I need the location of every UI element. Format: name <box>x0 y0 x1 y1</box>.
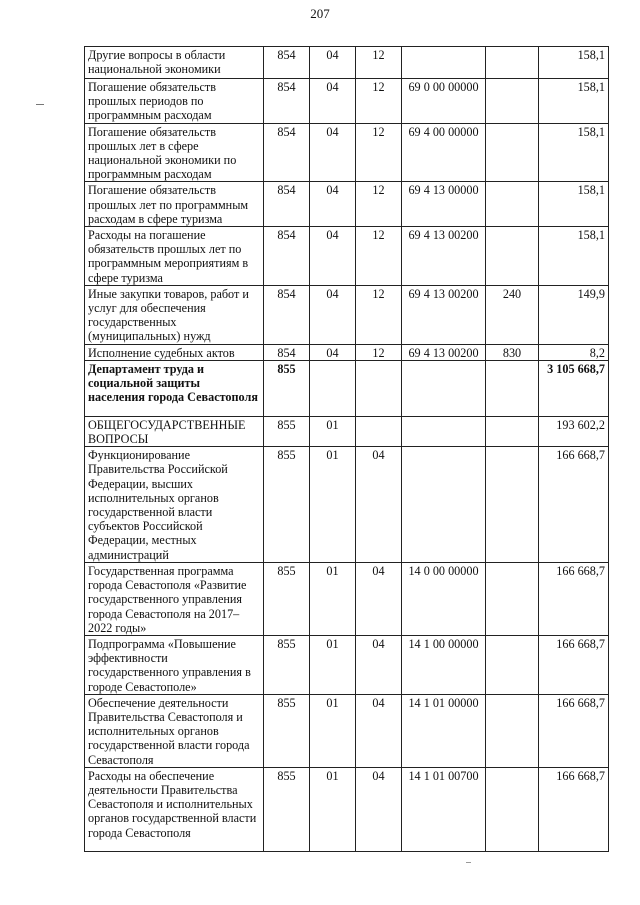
row-grbs-cell: 854 <box>264 344 310 360</box>
row-expense-type-cell <box>486 447 539 563</box>
row-subsection-cell: 12 <box>356 79 402 124</box>
row-section-cell: 01 <box>310 694 356 767</box>
row-grbs-cell: 854 <box>264 227 310 286</box>
row-subsection-cell: 04 <box>356 447 402 563</box>
row-expense-type-cell <box>486 767 539 851</box>
budget-table-body <box>85 47 609 852</box>
row-target-article-cell: 69 4 13 00000 <box>402 182 486 227</box>
row-name-cell: ОБЩЕГОСУДАРСТВЕННЫЕ ВОПРОСЫ <box>85 416 264 446</box>
row-section-cell: 01 <box>310 562 356 635</box>
row-grbs-cell: 854 <box>264 47 310 79</box>
row-expense-type-cell <box>486 360 539 416</box>
row-name-cell: Подпрограмма «Повышение эффективности государственного управления в городе Севастополе» <box>85 635 264 694</box>
row-subsection-cell: 12 <box>356 47 402 79</box>
row-amount-cell: 166 668,7 <box>539 694 609 767</box>
table-row <box>85 360 609 416</box>
row-name-cell: Обеспечение деятельности Правительства Севастополя и исполнительных органов государственной власти города Севастополя <box>85 694 264 767</box>
row-name-cell: Департамент труда и социальной защиты населения города Севастополя <box>85 360 264 416</box>
row-expense-type-cell <box>486 79 539 124</box>
row-target-article-cell: 14 0 00 00000 <box>402 562 486 635</box>
row-target-article-cell: 69 4 13 00200 <box>402 344 486 360</box>
table-row <box>85 694 609 767</box>
scan-artifact-mark <box>466 862 471 863</box>
table-row <box>85 635 609 694</box>
row-grbs-cell: 855 <box>264 562 310 635</box>
row-target-article-cell <box>402 416 486 446</box>
row-section-cell <box>310 360 356 416</box>
row-amount-cell: 3 105 668,7 <box>539 360 609 416</box>
row-section-cell: 04 <box>310 123 356 182</box>
row-subsection-cell: 12 <box>356 227 402 286</box>
table-row <box>85 416 609 446</box>
row-grbs-cell: 855 <box>264 447 310 563</box>
row-section-cell: 04 <box>310 285 356 344</box>
row-target-article-cell <box>402 447 486 563</box>
row-target-article-cell: 69 0 00 00000 <box>402 79 486 124</box>
row-subsection-cell: 12 <box>356 182 402 227</box>
row-target-article-cell: 14 1 01 00000 <box>402 694 486 767</box>
row-amount-cell: 166 668,7 <box>539 447 609 563</box>
row-amount-cell: 166 668,7 <box>539 767 609 851</box>
row-section-cell: 01 <box>310 447 356 563</box>
row-section-cell: 01 <box>310 767 356 851</box>
row-amount-cell: 158,1 <box>539 182 609 227</box>
row-grbs-cell: 855 <box>264 416 310 446</box>
row-expense-type-cell <box>486 123 539 182</box>
row-amount-cell: 8,2 <box>539 344 609 360</box>
row-target-article-cell <box>402 360 486 416</box>
row-name-cell: Иные закупки товаров, работ и услуг для обеспечения государственных (муниципальных) нужд <box>85 285 264 344</box>
row-target-article-cell: 69 4 13 00200 <box>402 285 486 344</box>
row-amount-cell: 158,1 <box>539 47 609 79</box>
row-subsection-cell: 12 <box>356 285 402 344</box>
row-amount-cell: 158,1 <box>539 79 609 124</box>
row-section-cell: 04 <box>310 79 356 124</box>
row-grbs-cell: 854 <box>264 285 310 344</box>
row-expense-type-cell <box>486 182 539 227</box>
row-name-cell: Погашение обязательств прошлых периодов по программным расходам <box>85 79 264 124</box>
row-name-cell: Расходы на обеспечение деятельности Правительства Севастополя и исполнительных органов государственной власти города Севастополя <box>85 767 264 851</box>
table-row <box>85 123 609 182</box>
row-name-cell: Расходы на погашение обязательств прошлых лет по программным мероприятиям в сфере туризма <box>85 227 264 286</box>
row-name-cell: Государственная программа города Севастополя «Развитие государственного управления города Севастополя на 2017–2022 годы» <box>85 562 264 635</box>
row-target-article-cell: 69 4 00 00000 <box>402 123 486 182</box>
table-row <box>85 182 609 227</box>
row-grbs-cell: 855 <box>264 360 310 416</box>
row-subsection-cell: 12 <box>356 344 402 360</box>
row-subsection-cell: 12 <box>356 123 402 182</box>
row-section-cell: 04 <box>310 344 356 360</box>
row-expense-type-cell: 240 <box>486 285 539 344</box>
row-amount-cell: 158,1 <box>539 123 609 182</box>
row-section-cell: 04 <box>310 227 356 286</box>
row-subsection-cell: 04 <box>356 767 402 851</box>
row-amount-cell: 158,1 <box>539 227 609 286</box>
row-expense-type-cell <box>486 562 539 635</box>
row-target-article-cell: 69 4 13 00200 <box>402 227 486 286</box>
row-expense-type-cell <box>486 47 539 79</box>
row-target-article-cell: 14 1 00 00000 <box>402 635 486 694</box>
row-section-cell: 04 <box>310 47 356 79</box>
row-grbs-cell: 854 <box>264 182 310 227</box>
row-name-cell: Исполнение судебных актов <box>85 344 264 360</box>
table-row <box>85 227 609 286</box>
row-expense-type-cell <box>486 227 539 286</box>
row-name-cell: Другие вопросы в области национальной экономики <box>85 47 264 79</box>
row-section-cell: 01 <box>310 416 356 446</box>
table-row <box>85 344 609 360</box>
table-row <box>85 447 609 563</box>
page-number: 207 <box>310 6 330 21</box>
row-expense-type-cell: 830 <box>486 344 539 360</box>
row-target-article-cell: 14 1 01 00700 <box>402 767 486 851</box>
row-subsection-cell: 04 <box>356 694 402 767</box>
row-grbs-cell: 855 <box>264 694 310 767</box>
row-name-cell: Погашение обязательств прошлых лет в сфере национальной экономики по программным расходам <box>85 123 264 182</box>
row-section-cell: 04 <box>310 182 356 227</box>
row-grbs-cell: 855 <box>264 767 310 851</box>
row-name-cell: Погашение обязательств прошлых лет по программным расходам в сфере туризма <box>85 182 264 227</box>
row-expense-type-cell <box>486 416 539 446</box>
row-grbs-cell: 854 <box>264 79 310 124</box>
row-name-cell: Функционирование Правительства Российской Федерации, высших исполнительных органов государственной власти субъектов Российской Федерации, местных администраций <box>85 447 264 563</box>
table-row <box>85 47 609 79</box>
row-amount-cell: 193 602,2 <box>539 416 609 446</box>
table-row <box>85 767 609 851</box>
budget-table <box>84 46 609 852</box>
row-amount-cell: 166 668,7 <box>539 562 609 635</box>
row-subsection-cell: 04 <box>356 635 402 694</box>
table-row <box>85 285 609 344</box>
row-subsection-cell <box>356 360 402 416</box>
row-grbs-cell: 855 <box>264 635 310 694</box>
row-target-article-cell <box>402 47 486 79</box>
row-amount-cell: 166 668,7 <box>539 635 609 694</box>
row-section-cell: 01 <box>310 635 356 694</box>
row-expense-type-cell <box>486 635 539 694</box>
row-amount-cell: 149,9 <box>539 285 609 344</box>
row-grbs-cell: 854 <box>264 123 310 182</box>
table-row <box>85 79 609 124</box>
row-subsection-cell: 04 <box>356 562 402 635</box>
table-row <box>85 562 609 635</box>
row-subsection-cell <box>356 416 402 446</box>
scan-artifact-mark <box>36 104 44 105</box>
row-expense-type-cell <box>486 694 539 767</box>
